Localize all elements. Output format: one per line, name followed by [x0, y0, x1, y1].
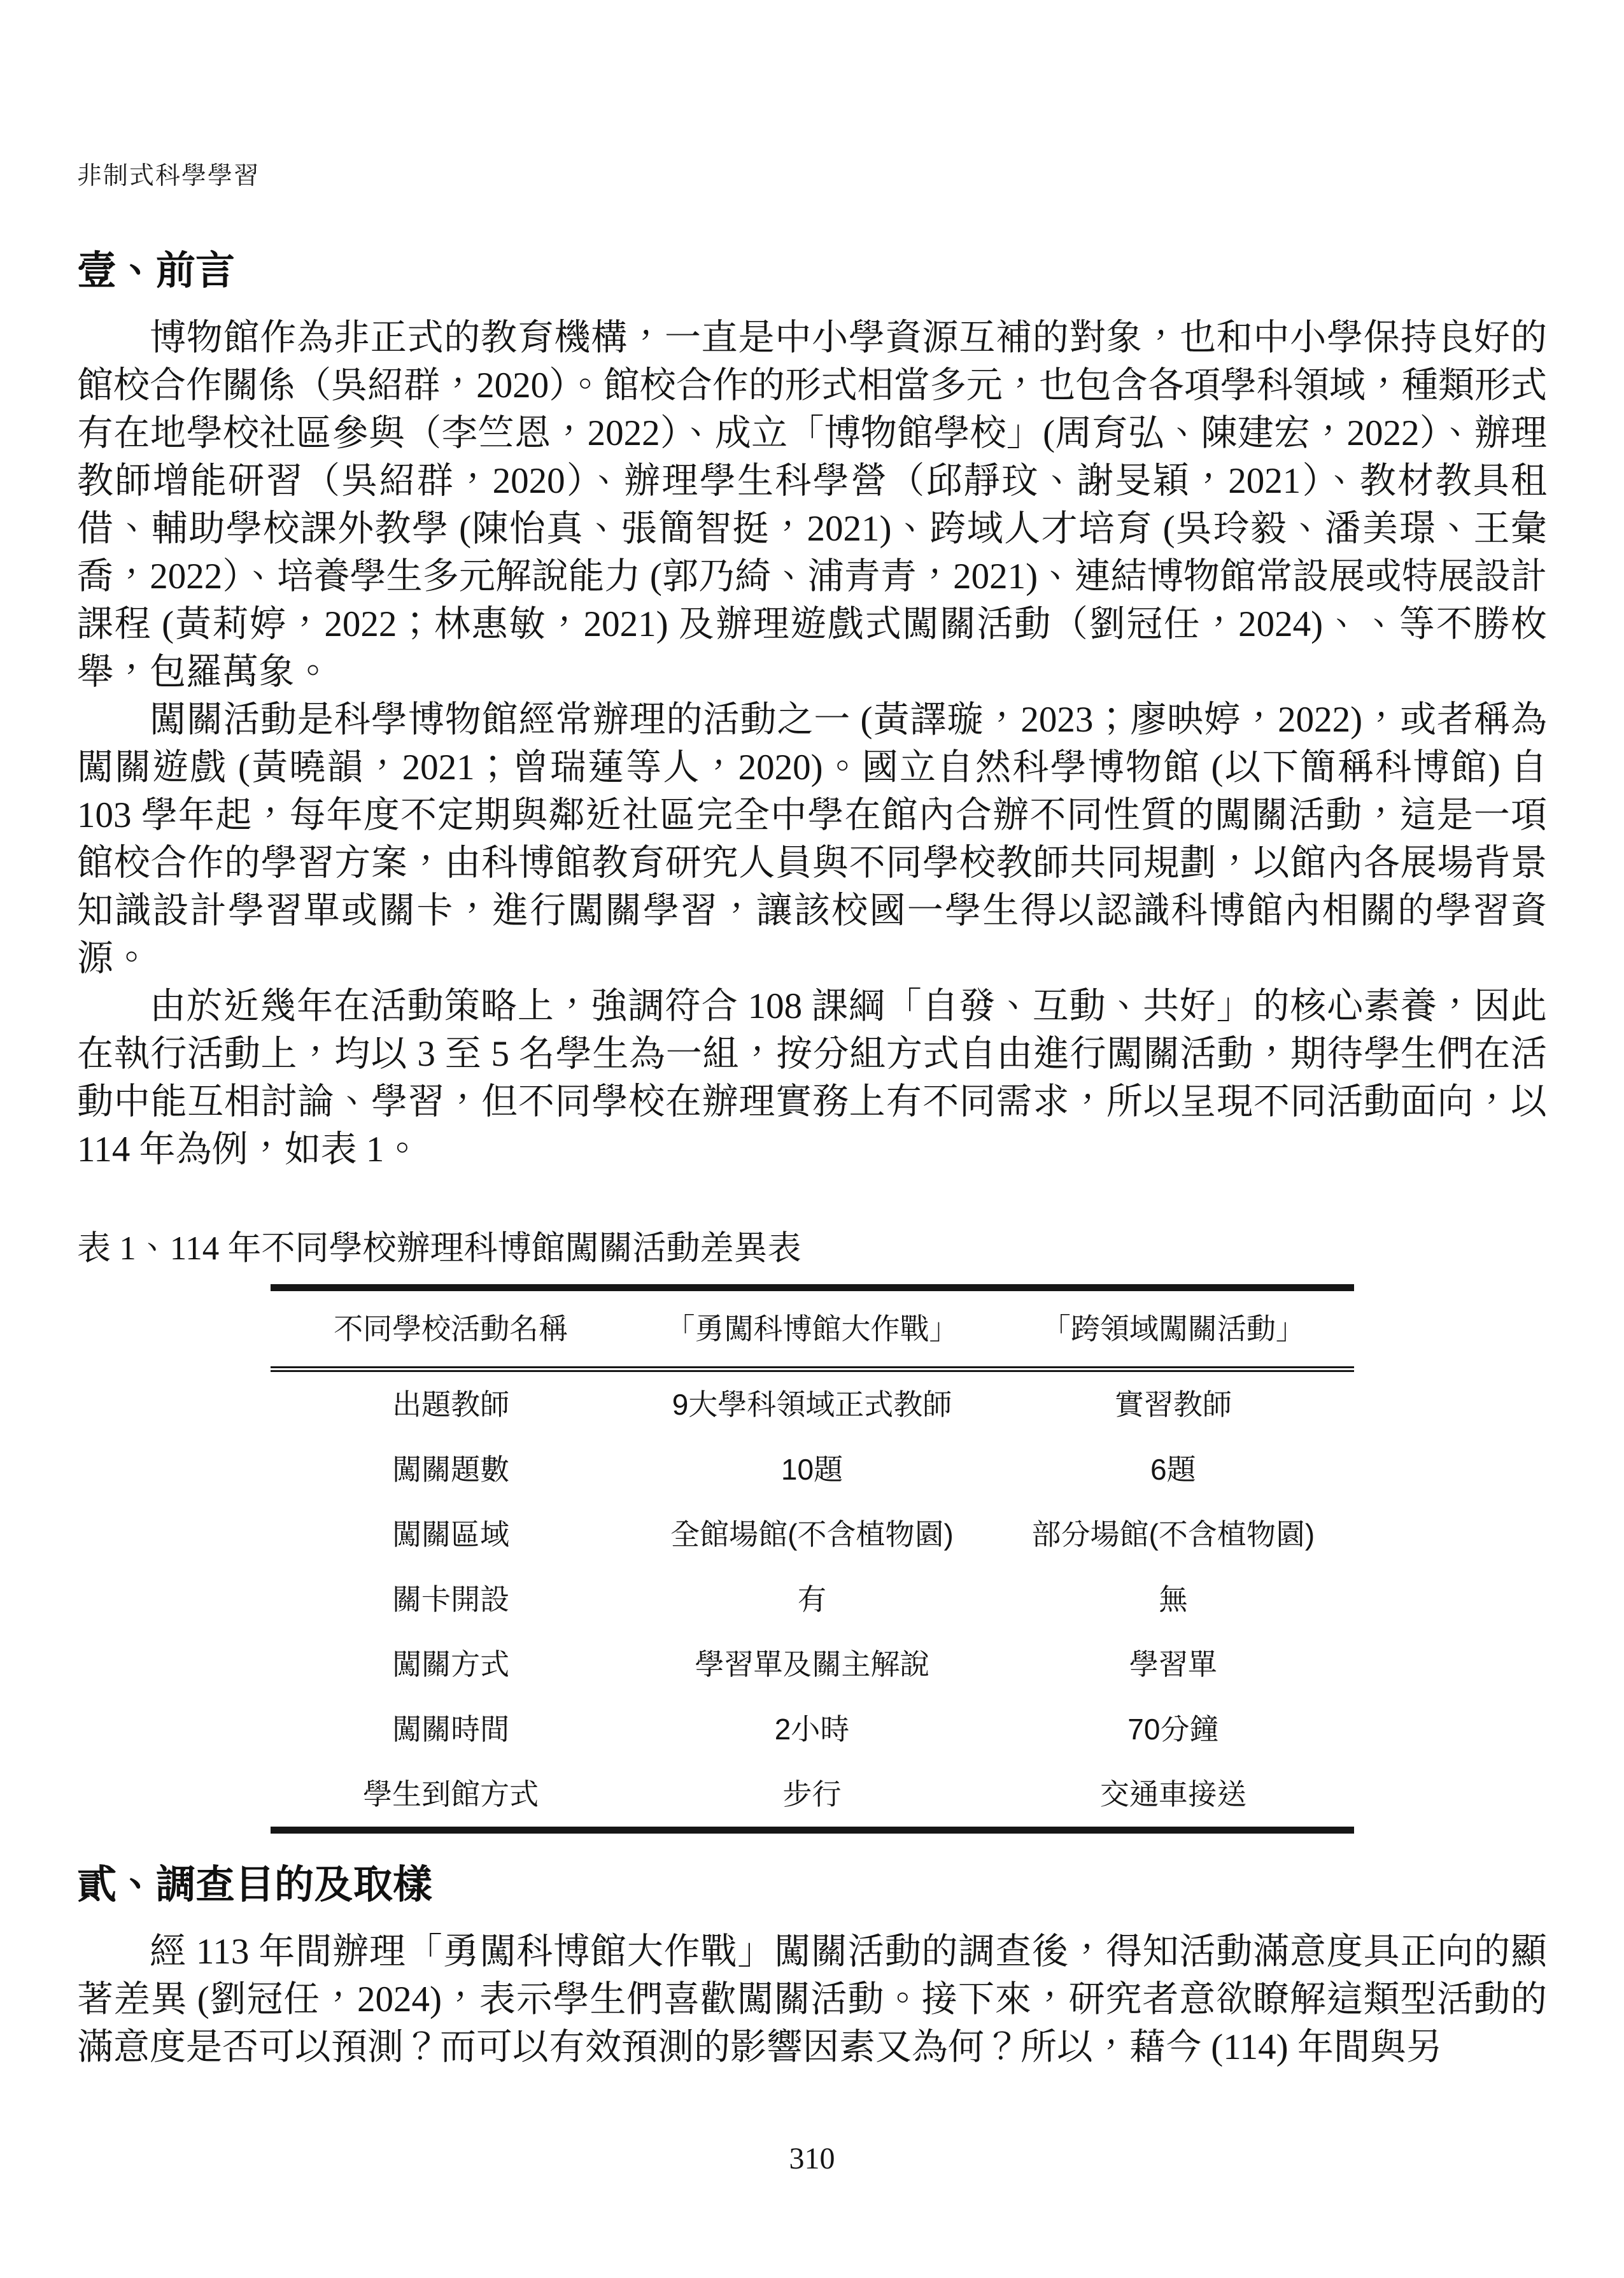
section-1-paragraph-2: 闖關活動是科學博物館經常辦理的活動之一 (黃譯璇，2023；廖映婷，2022)，或者稱為闖關遊戲 (黃曉韻，2021；曾瑞蓮等人，2020)。國立自然科學博物館 (以下簡稱科博館) 自 103 學年起，每年度不定期與鄰近社區完全中學在館內合辦不同性質的闖關活動，這是一項館校合作的學習方案，由科博館教育研究人員與不同學校教師共同規劃，以館內各展場背景知識設計學習單或關卡，進行闖關學習，讓該校國一學生得以認識科博館內相關的學習資源。 [77, 700, 1547, 979]
table-row [271, 1437, 1354, 1502]
table-row [271, 1762, 1354, 1830]
table-row [271, 1502, 1354, 1567]
table-cell-row-label: 學生到館方式 [363, 1778, 539, 1811]
table-cell-value: 2小時 [774, 1713, 850, 1746]
section-1-heading: 壹、前言 [77, 250, 236, 293]
running-head: 非制式科學學習 [77, 162, 260, 190]
table-cell-value: 步行 [782, 1778, 842, 1811]
table-cell-value: 10題 [780, 1453, 844, 1486]
table-cell-value: 學習單及關主解說 [695, 1648, 929, 1681]
table-cell-value: 實習教師 [1114, 1388, 1232, 1421]
section-1-paragraph-1: 博物館作為非正式的教育機構，一直是中小學資源互補的對象，也和中小學保持良好的館校合作關係（吳紹群，2020）。館校合作的形式相當多元，也包含各項學科領域，種類形式有在地學校社區參與（李竺恩，2022）、成立「博物館學校」(周育弘、陳建宏，2022）、辦理教師增能研習（吳紹群，2020）、辦理學生科學營（邱靜玟、謝旻穎，2021）、教材教具租借、輔助學校課外教學 (陳怡真、張簡智挺，2021)、跨域人才培育 (吳玲毅、潘美璟、王彙喬，2022）、培養學生多元解說能力 (郭乃綺、浦青青，2021)、連結博物館常設展或特展設計課程 (黃莉婷，2022；林惠敏，2021) 及辦理遊戲式闖關活動（劉冠任，2024)、、等不勝枚舉，包羅萬象。 [77, 318, 1547, 692]
table-cell-row-label: 關卡開設 [392, 1583, 510, 1616]
table-cell-value: 全館場館(不含植物園) [670, 1518, 954, 1551]
table-header-row [271, 1288, 1354, 1369]
table-header-cell-activity-name: 不同學校活動名稱 [271, 1288, 632, 1369]
table-1-head [271, 1288, 1354, 1369]
table-cell-value: 有 [797, 1583, 827, 1616]
table-1 [271, 1284, 1354, 1834]
section-2-heading: 貳、調查目的及取樣 [77, 1864, 433, 1907]
table-cell-value: 部分場館(不含植物園) [1031, 1518, 1315, 1551]
table-row [271, 1632, 1354, 1697]
table-1-body [271, 1369, 1354, 1830]
table-row [271, 1369, 1354, 1438]
table-row [271, 1697, 1354, 1762]
table-cell-row-label: 闖關題數 [392, 1453, 510, 1486]
table-cell-row-label: 闖關方式 [392, 1648, 510, 1681]
table-cell-row-label: 闖關時間 [392, 1713, 510, 1746]
table-cell-value: 無 [1158, 1583, 1188, 1616]
table-cell-value: 學習單 [1129, 1648, 1217, 1681]
table-cell-value: 交通車接送 [1099, 1778, 1246, 1811]
table-header-cell-activity-b: 「跨領域闖關活動」 [992, 1288, 1353, 1369]
table-cell-value: 6題 [1150, 1453, 1196, 1486]
table-cell-row-label: 出題教師 [392, 1388, 510, 1421]
table-header-cell-activity-a: 「勇闖科博館大作戰」 [632, 1288, 992, 1369]
section-1-paragraph-3: 由於近幾年在活動策略上，強調符合 108 課綱「自發、互動、共好」的核心素養，因此在執行活動上，均以 3 至 5 名學生為一組，按分組方式自由進行闖關活動，期待學生們在活動中能互相討論、學習，但不同學校在辦理實務上有不同需求，所以呈現不同活動面向，以 114 年為例，如表 1。 [77, 986, 1547, 1170]
section-2-paragraph-1: 經 113 年間辦理「勇闖科博館大作戰」闖關活動的調查後，得知活動滿意度具正向的顯著差異 (劉冠任，2024)，表示學生們喜歡闖關活動。接下來，研究者意欲瞭解這類型活動的滿意度是否可以預測？而可以有效預測的影響因素又為何？所以，藉今 (114) 年間與另 [77, 1932, 1547, 2067]
table-row [271, 1567, 1354, 1632]
table-1-caption: 表 1、114 年不同學校辦理科博館闖關活動差異表 [77, 1230, 801, 1267]
table-cell-row-label: 闖關區域 [392, 1518, 510, 1551]
table-cell-value: 70分鐘 [1127, 1713, 1219, 1746]
table-cell-value: 9大學科領域正式教師 [672, 1388, 952, 1421]
page-number: 310 [789, 2142, 835, 2175]
